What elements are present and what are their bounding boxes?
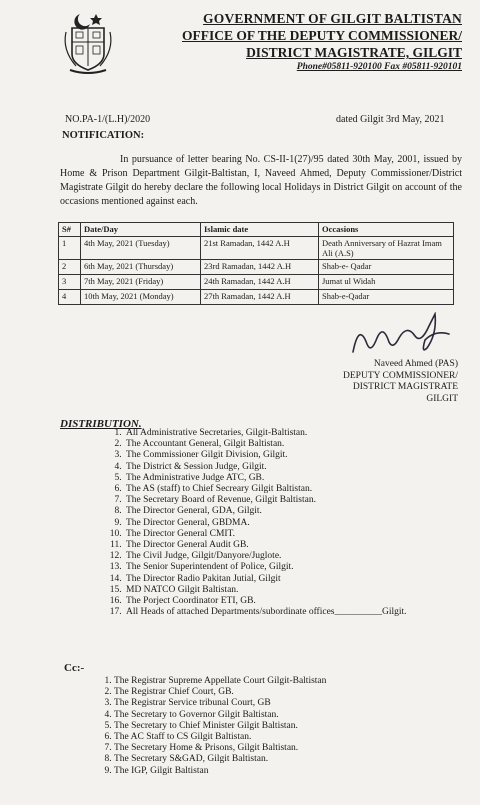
table-row xyxy=(59,237,454,260)
list-item: 2. The Registrar Chief Court, GB. xyxy=(114,687,444,698)
cc-title: Cc:- xyxy=(64,662,85,674)
row-date: 4th May, 2021 (Tuesday) xyxy=(81,237,201,260)
signature-scribble xyxy=(345,312,455,360)
list-item: 11. The Director General Audit GB. xyxy=(124,540,454,551)
row-islamic-date: 24th Ramadan, 1442 A.H xyxy=(201,275,319,290)
list-item: 7. The Secretary Board of Revenue, Gilgit Baltistan. xyxy=(124,495,454,506)
row-occasion: Death Anniversary of Hazrat Imam Ali (A.S) xyxy=(319,237,454,260)
list-item: 3. The Registrar Service tribunal Court, GB xyxy=(114,698,444,709)
signatory-name: Naveed Ahmed (PAS) xyxy=(373,359,458,369)
list-item: 9. The Director General, GBDMA. xyxy=(124,518,454,529)
list-item: 12. The Civil Judge, Gilgit/Danyore/Juglote. xyxy=(124,551,454,562)
table-row xyxy=(59,275,454,290)
reference-number: NO.PA-1/(L.H)/2020 xyxy=(65,114,151,125)
list-item: 4. The Secretary to Governor Gilgit Baltistan. xyxy=(114,710,444,721)
list-item: 8. The Secretary S&GAD, Gilgit Baltistan. xyxy=(114,754,444,765)
letterhead xyxy=(180,10,462,74)
list-item: 16. The Porject Coordinator ETI, GB. xyxy=(124,596,454,607)
list-item: 1. The Registrar Supreme Appellate Court Gilgit-Baltistan xyxy=(114,676,444,687)
signature-block xyxy=(300,359,458,405)
issue-date: dated Gilgit 3rd May, 2021 xyxy=(336,114,445,125)
row-islamic-date: 21st Ramadan, 1442 A.H xyxy=(201,237,319,260)
table-row xyxy=(59,260,454,275)
notification-body: In pursuance of letter bearing No. CS-II-1(27)/95 dated 30th May, 2001, issued by Home & Prison Department Gilgit-Baltistan, I, Naveed Ahmed, Deputy Commissioner/District Magistrate Gilgit do hereby declare the following local Holidays in District Gilgit on account of the occasions mentioned against each. xyxy=(60,154,462,207)
letterhead-contact: Phone#05811-920100 Fax #05811-920101 xyxy=(296,62,462,72)
list-item: 6. The AC Staff to CS Gilgit Baltistan. xyxy=(114,732,444,743)
row-islamic-date: 23rd Ramadan, 1442 A.H xyxy=(201,260,319,275)
notification-title: NOTIFICATION: xyxy=(62,130,145,141)
header-date: Date/Day xyxy=(81,223,201,237)
row-occasion: Shab-e-Qadar xyxy=(319,290,454,305)
list-item: 5. The Secretary to Chief Minister Gilgit Baltistan. xyxy=(114,721,444,732)
letterhead-government: GOVERNMENT OF GILGIT BALTISTAN xyxy=(203,11,462,26)
list-item: 7. The Secretary Home & Prisons, Gilgit Baltistan. xyxy=(114,743,444,754)
signatory-place: GILGIT xyxy=(426,393,458,404)
letterhead-office: OFFICE OF THE DEPUTY COMMISSIONER/ xyxy=(181,28,462,43)
list-item: 4. The District & Session Judge, Gilgit. xyxy=(124,462,454,473)
header-occasion: Occasions xyxy=(319,223,454,237)
header-sno: S# xyxy=(59,223,81,237)
list-item: 2. The Accountant General, Gilgit Baltistan. xyxy=(124,439,454,450)
row-date: 7th May, 2021 (Friday) xyxy=(81,275,201,290)
row-sno: 2 xyxy=(59,260,81,275)
list-item: 8. The Director General, GDA, Gilgit. xyxy=(124,506,454,517)
list-item: 10. The Director General CMIT. xyxy=(124,529,454,540)
row-islamic-date: 27th Ramadan, 1442 A.H xyxy=(201,290,319,305)
list-item: 13. The Senior Superintendent of Police, Gilgit. xyxy=(124,562,454,573)
row-occasion: Jumat ul Widah xyxy=(319,275,454,290)
list-item: 15. MD NATCO Gilgit Baltistan. xyxy=(124,585,454,596)
list-item: 3. The Commissioner Gilgit Division, Gilgit. xyxy=(124,450,454,461)
table-header-row xyxy=(59,223,454,237)
table-row xyxy=(59,290,454,305)
row-occasion: Shab-e- Qadar xyxy=(319,260,454,275)
row-date: 6th May, 2021 (Thursday) xyxy=(81,260,201,275)
row-sno: 3 xyxy=(59,275,81,290)
list-item: 17. All Heads of attached Departments/subordinate offices__________Gilgit. xyxy=(124,607,454,618)
row-sno: 4 xyxy=(59,290,81,305)
holidays-table xyxy=(58,222,454,305)
list-item: 14. The Director Radio Pakitan Jutial, Gilgit xyxy=(124,574,454,585)
row-date: 10th May, 2021 (Monday) xyxy=(81,290,201,305)
letterhead-district: DISTRICT MAGISTRATE, GILGIT xyxy=(246,45,462,60)
signatory-title: DEPUTY COMMISSIONER/ xyxy=(343,370,458,381)
distribution-list xyxy=(104,428,454,618)
signatory-title-2: DISTRICT MAGISTRATE xyxy=(352,382,458,392)
list-item: 6. The AS (staff) to Chief Secreary Gilgit Baltistan. xyxy=(124,484,454,495)
government-seal-icon xyxy=(58,10,118,76)
row-sno: 1 xyxy=(59,237,81,260)
list-item: 1. All Administrative Secretaries, Gilgit-Baltistan. xyxy=(124,428,454,439)
distribution-title: DISTRIBUTION. xyxy=(60,418,142,430)
cc-list xyxy=(96,676,444,777)
header-islamic-date: Islamic date xyxy=(201,223,319,237)
list-item: 5. The Administrative Judge ATC, GB. xyxy=(124,473,454,484)
list-item: 9. The IGP, Gilgit Baltistan xyxy=(114,766,444,777)
